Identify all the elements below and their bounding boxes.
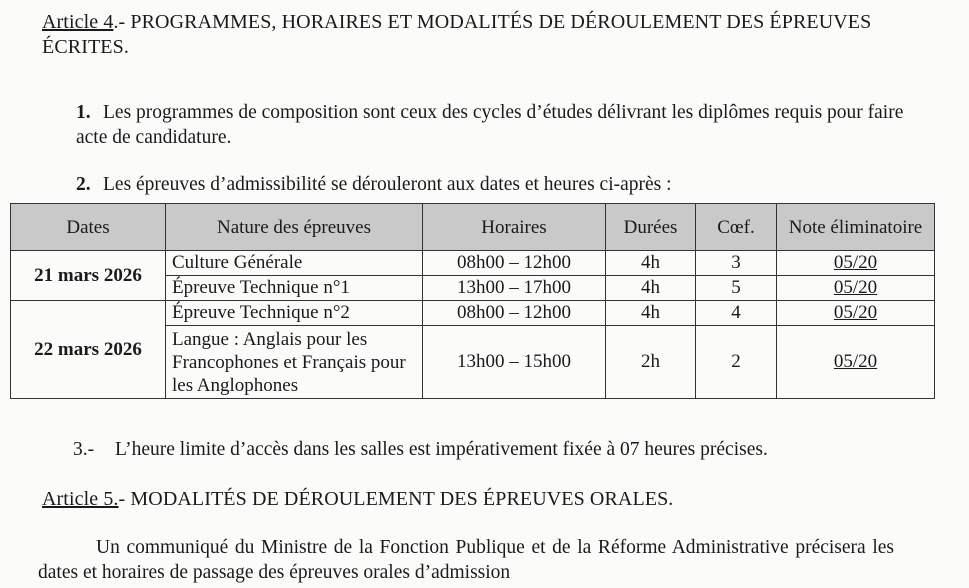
header-coef: Cœf. (696, 204, 777, 251)
article-5-label: Article 5. (42, 488, 119, 510)
header-horaires: Horaires (423, 204, 606, 251)
coef-cell: 5 (696, 276, 777, 301)
nature-cell: Langue : Anglais pour les Francophones et Français pour les Anglophones (166, 326, 423, 399)
duree-cell: 4h (606, 251, 696, 276)
header-note: Note éliminatoire (777, 204, 935, 251)
list-item-text: L’heure limite d’accès dans les salles est impérativement fixée à 07 heures précises. (115, 439, 768, 460)
nature-cell: Épreuve Technique n°1 (166, 276, 423, 301)
article-4-label: Article 4 (42, 11, 114, 33)
article-5-heading (42, 487, 673, 512)
table-row (11, 301, 935, 326)
list-item-1 (76, 100, 906, 150)
duree-cell: 4h (606, 276, 696, 301)
coef-cell: 2 (696, 326, 777, 399)
header-dates: Dates (11, 204, 166, 251)
list-item-3 (73, 437, 893, 462)
horaire-cell: 13h00 – 15h00 (423, 326, 606, 399)
header-nature: Nature des épreuves (166, 204, 423, 251)
nature-cell: Culture Générale (166, 251, 423, 276)
exam-schedule-table (10, 203, 935, 399)
list-item-number: 2. (76, 174, 91, 195)
duree-cell: 2h (606, 326, 696, 399)
list-item-text: Les programmes de composition sont ceux des cycles d’études délivrant les diplômes requis pour faire acte de candidature. (76, 102, 904, 148)
article-5-title: - MODALITÉS DE DÉROULEMENT DES ÉPREUVES ORALES. (118, 488, 674, 510)
table-row (11, 251, 935, 276)
date-cell: 22 mars 2026 (11, 301, 166, 399)
note-cell: 05/20 (777, 251, 935, 276)
note-cell: 05/20 (777, 301, 935, 326)
duree-cell: 4h (606, 301, 696, 326)
list-item-text: Les épreuves d’admissibilité se dérouleront aux dates et heures ci-après : (103, 174, 672, 195)
date-cell: 21 mars 2026 (11, 251, 166, 301)
coef-cell: 4 (696, 301, 777, 326)
article-4-heading (42, 10, 922, 60)
article-5-paragraph (38, 535, 894, 585)
article-4-title: .- PROGRAMMES, HORAIRES ET MODALITÉS DE DÉROULEMENT DES ÉPREUVES ÉCRITES. (42, 11, 872, 58)
note-cell: 05/20 (777, 326, 935, 399)
paragraph-text: Un communiqué du Ministre de la Fonction Publique et de la Réforme Administrative précisera les dates et horaires de passage des épreuves orales d’admission (38, 537, 894, 583)
horaire-cell: 08h00 – 12h00 (423, 251, 606, 276)
header-durees: Durées (606, 204, 696, 251)
table-header-row (11, 204, 935, 251)
list-item-number: 3.- (73, 439, 95, 460)
horaire-cell: 13h00 – 17h00 (423, 276, 606, 301)
nature-cell: Épreuve Technique n°2 (166, 301, 423, 326)
list-item-number: 1. (76, 102, 91, 123)
coef-cell: 3 (696, 251, 777, 276)
horaire-cell: 08h00 – 12h00 (423, 301, 606, 326)
list-item-2 (76, 172, 906, 197)
note-cell: 05/20 (777, 276, 935, 301)
